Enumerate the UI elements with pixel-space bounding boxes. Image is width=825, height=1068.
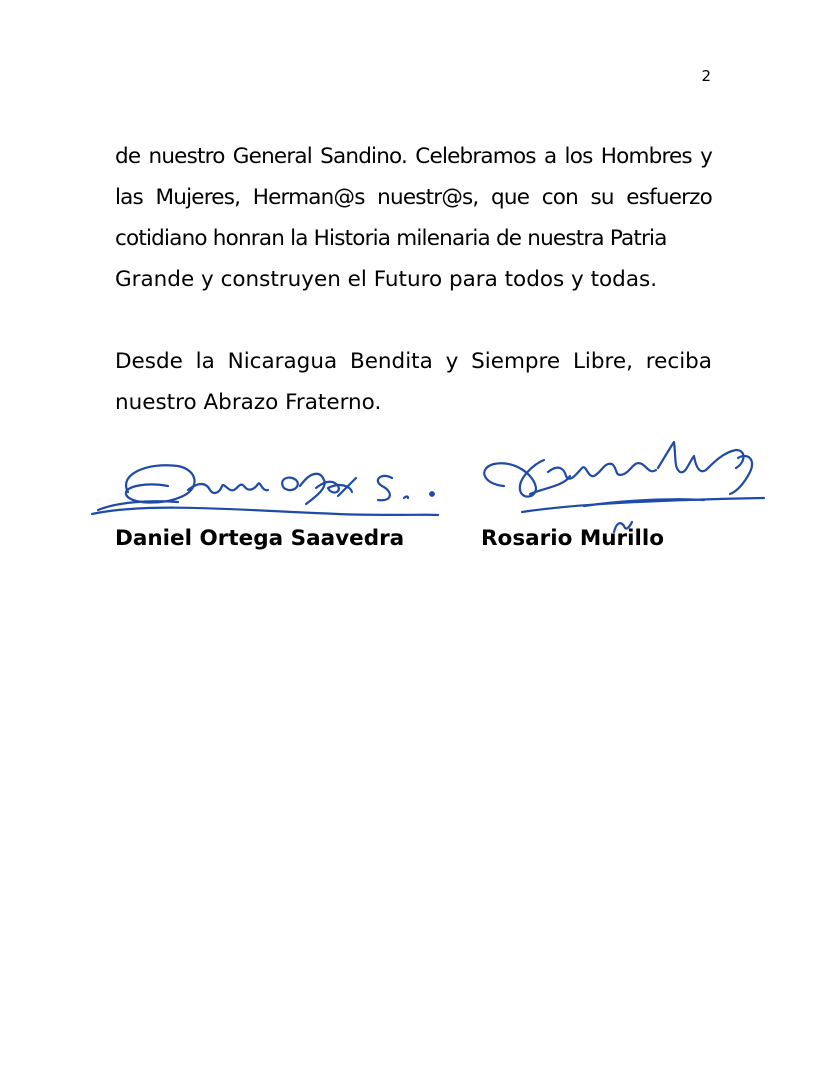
- closing-paragraph-main: de nuestro General Sandino. Celebramos a los Hombres y las Mujeres, Herman@s nuestr@s, que con su esfuerzo cotidiano honran la Historia milenaria de nuestra Patria: [115, 144, 712, 251]
- signer-name-daniel-ortega: Daniel Ortega Saavedra: [115, 526, 405, 551]
- closing-paragraph-last-line: Grande y construyen el Futuro para todos y todas.: [115, 267, 658, 292]
- farewell-paragraph: Desde la Nicaragua Bendita y Siempre Libre, reciba nuestro Abrazo Fraterno.: [115, 349, 712, 415]
- signer-name-rosario-murillo: Rosario Murillo: [481, 526, 665, 551]
- signature-daniel-ortega: [88, 452, 448, 526]
- page-number: 2: [701, 67, 711, 85]
- closing-paragraph: [115, 136, 712, 300]
